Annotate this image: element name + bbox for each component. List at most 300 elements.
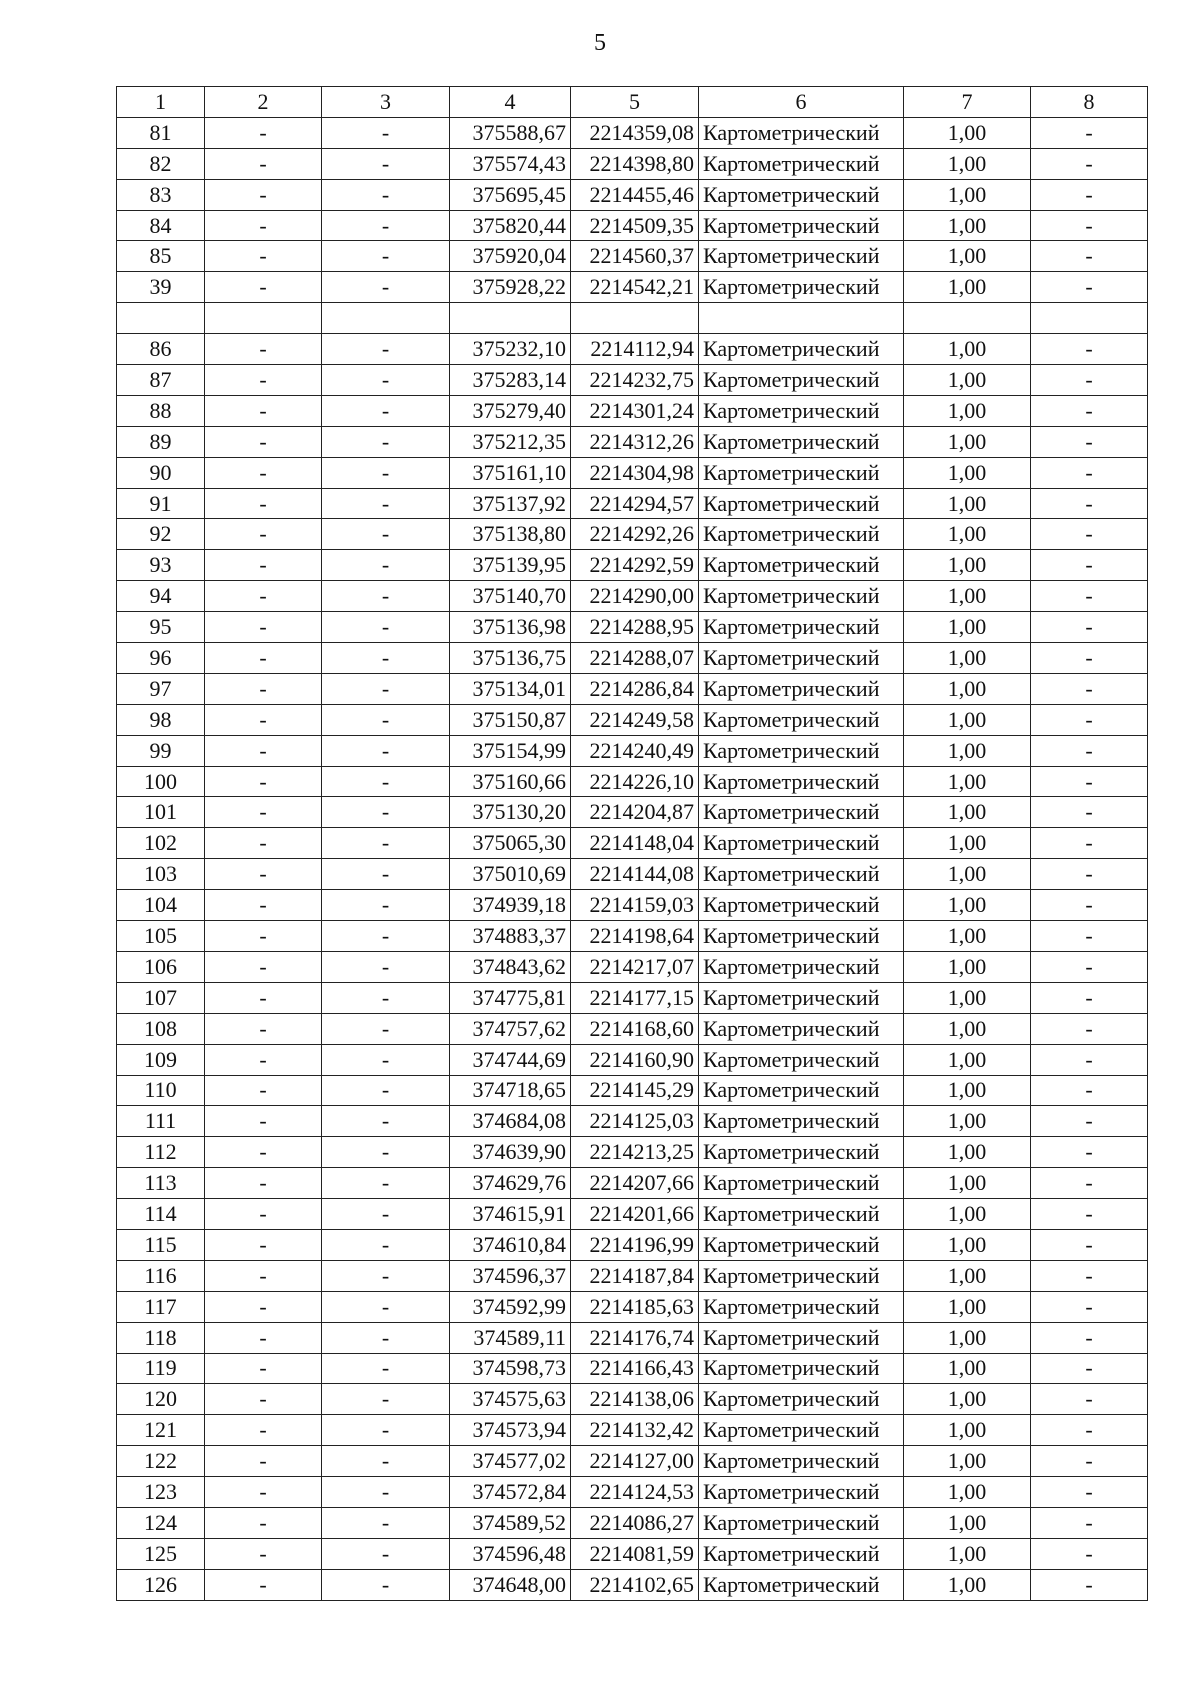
cell-col3: - [322, 488, 450, 519]
cell-col2: - [205, 951, 322, 982]
cell-col3: - [322, 1538, 450, 1569]
cell-col8: - [1031, 581, 1148, 612]
point-number: 99 [117, 735, 205, 766]
cell-col3: - [322, 1168, 450, 1199]
x-coordinate: 375161,10 [450, 457, 571, 488]
cell-col3: - [322, 1106, 450, 1137]
table-row [117, 1229, 1148, 1260]
accuracy: 1,00 [904, 1075, 1031, 1106]
point-number: 39 [117, 272, 205, 303]
x-coordinate: 375574,43 [450, 148, 571, 179]
table-row [117, 612, 1148, 643]
accuracy: 1,00 [904, 395, 1031, 426]
accuracy: 1,00 [904, 1446, 1031, 1477]
point-number: 118 [117, 1322, 205, 1353]
y-coordinate: 2214249,58 [571, 704, 699, 735]
cell-col3: - [322, 1199, 450, 1230]
cell-col2: - [205, 272, 322, 303]
accuracy: 1,00 [904, 1477, 1031, 1508]
x-coordinate: 374744,69 [450, 1044, 571, 1075]
cell-col3: - [322, 1137, 450, 1168]
x-coordinate: 375130,20 [450, 797, 571, 828]
table-row [117, 1538, 1148, 1569]
cell-col8: - [1031, 673, 1148, 704]
y-coordinate: 2214138,06 [571, 1384, 699, 1415]
y-coordinate: 2214286,84 [571, 673, 699, 704]
point-number: 117 [117, 1291, 205, 1322]
x-coordinate: 374718,65 [450, 1075, 571, 1106]
method: Картометрический [699, 1446, 904, 1477]
accuracy: 1,00 [904, 735, 1031, 766]
cell-col8: - [1031, 426, 1148, 457]
method: Картометрический [699, 241, 904, 272]
table-row [117, 117, 1148, 148]
table-row [117, 982, 1148, 1013]
point-number: 101 [117, 797, 205, 828]
table-row [117, 241, 1148, 272]
x-coordinate: 374629,76 [450, 1168, 571, 1199]
cell-col8: - [1031, 488, 1148, 519]
y-coordinate: 2214292,59 [571, 550, 699, 581]
cell-col8: - [1031, 766, 1148, 797]
cell-col2: - [205, 1507, 322, 1538]
table-row [117, 1569, 1148, 1600]
table-row [117, 673, 1148, 704]
cell-col3: - [322, 365, 450, 396]
method: Картометрический [699, 735, 904, 766]
cell-col3: - [322, 1415, 450, 1446]
accuracy: 1,00 [904, 673, 1031, 704]
cell-col2: - [205, 519, 322, 550]
accuracy: 1,00 [904, 890, 1031, 921]
point-number: 119 [117, 1353, 205, 1384]
column-header: 1 [117, 87, 205, 118]
cell-col3: - [322, 643, 450, 674]
cell-col2: - [205, 581, 322, 612]
cell-col2: - [205, 704, 322, 735]
cell-col8: - [1031, 1013, 1148, 1044]
accuracy: 1,00 [904, 612, 1031, 643]
point-number: 108 [117, 1013, 205, 1044]
accuracy: 1,00 [904, 704, 1031, 735]
y-coordinate: 2214240,49 [571, 735, 699, 766]
accuracy: 1,00 [904, 1538, 1031, 1569]
method: Картометрический [699, 179, 904, 210]
y-coordinate: 2214086,27 [571, 1507, 699, 1538]
table-row [117, 1199, 1148, 1230]
cell-col3: - [322, 735, 450, 766]
y-coordinate: 2214145,29 [571, 1075, 699, 1106]
table-row [117, 1106, 1148, 1137]
point-number: 122 [117, 1446, 205, 1477]
accuracy: 1,00 [904, 828, 1031, 859]
point-number: 104 [117, 890, 205, 921]
table-row [117, 643, 1148, 674]
cell-col2: - [205, 890, 322, 921]
point-number: 103 [117, 859, 205, 890]
table-row [117, 303, 1148, 334]
y-coordinate: 2214288,07 [571, 643, 699, 674]
cell-col8: - [1031, 1384, 1148, 1415]
y-coordinate: 2214290,00 [571, 581, 699, 612]
method [699, 303, 904, 334]
x-coordinate: 374598,73 [450, 1353, 571, 1384]
column-header: 2 [205, 87, 322, 118]
accuracy: 1,00 [904, 1415, 1031, 1446]
cell-col8: - [1031, 241, 1148, 272]
x-coordinate: 375928,22 [450, 272, 571, 303]
cell-col8: - [1031, 210, 1148, 241]
column-header: 5 [571, 87, 699, 118]
cell-col2: - [205, 426, 322, 457]
table-row [117, 210, 1148, 241]
cell-col3: - [322, 1477, 450, 1508]
cell-col8 [1031, 303, 1148, 334]
y-coordinate: 2214398,80 [571, 148, 699, 179]
accuracy: 1,00 [904, 1229, 1031, 1260]
cell-col2: - [205, 1353, 322, 1384]
y-coordinate: 2214196,99 [571, 1229, 699, 1260]
accuracy: 1,00 [904, 1044, 1031, 1075]
cell-col2: - [205, 735, 322, 766]
method: Картометрический [699, 1044, 904, 1075]
table-row [117, 735, 1148, 766]
method: Картометрический [699, 365, 904, 396]
y-coordinate: 2214112,94 [571, 334, 699, 365]
accuracy: 1,00 [904, 365, 1031, 396]
x-coordinate: 374592,99 [450, 1291, 571, 1322]
x-coordinate: 374843,62 [450, 951, 571, 982]
method: Картометрический [699, 395, 904, 426]
cell-col2: - [205, 859, 322, 890]
x-coordinate: 375137,92 [450, 488, 571, 519]
accuracy: 1,00 [904, 426, 1031, 457]
cell-col8: - [1031, 1075, 1148, 1106]
cell-col3: - [322, 1044, 450, 1075]
cell-col8: - [1031, 1106, 1148, 1137]
table-row [117, 426, 1148, 457]
cell-col2: - [205, 395, 322, 426]
method: Картометрический [699, 148, 904, 179]
method: Картометрический [699, 1415, 904, 1446]
method: Картометрический [699, 890, 904, 921]
table-row [117, 1477, 1148, 1508]
method: Картометрический [699, 1106, 904, 1137]
method: Картометрический [699, 859, 904, 890]
accuracy: 1,00 [904, 179, 1031, 210]
cell-col8: - [1031, 951, 1148, 982]
point-number: 125 [117, 1538, 205, 1569]
y-coordinate: 2214455,46 [571, 179, 699, 210]
accuracy: 1,00 [904, 859, 1031, 890]
x-coordinate: 375154,99 [450, 735, 571, 766]
x-coordinate: 374610,84 [450, 1229, 571, 1260]
cell-col3: - [322, 210, 450, 241]
cell-col8: - [1031, 1322, 1148, 1353]
cell-col3: - [322, 890, 450, 921]
x-coordinate: 374883,37 [450, 921, 571, 952]
cell-col2: - [205, 612, 322, 643]
cell-col2 [205, 303, 322, 334]
cell-col2: - [205, 673, 322, 704]
method: Картометрический [699, 581, 904, 612]
method: Картометрический [699, 1291, 904, 1322]
y-coordinate: 2214159,03 [571, 890, 699, 921]
table-row [117, 828, 1148, 859]
cell-col2: - [205, 1538, 322, 1569]
y-coordinate: 2214160,90 [571, 1044, 699, 1075]
y-coordinate: 2214312,26 [571, 426, 699, 457]
cell-col8: - [1031, 1446, 1148, 1477]
y-coordinate: 2214304,98 [571, 457, 699, 488]
accuracy: 1,00 [904, 921, 1031, 952]
point-number: 87 [117, 365, 205, 396]
cell-col3: - [322, 581, 450, 612]
y-coordinate: 2214560,37 [571, 241, 699, 272]
y-coordinate: 2214359,08 [571, 117, 699, 148]
cell-col2: - [205, 365, 322, 396]
accuracy: 1,00 [904, 1384, 1031, 1415]
table-row [117, 890, 1148, 921]
cell-col3: - [322, 179, 450, 210]
accuracy: 1,00 [904, 982, 1031, 1013]
cell-col3: - [322, 921, 450, 952]
cell-col8: - [1031, 334, 1148, 365]
accuracy: 1,00 [904, 241, 1031, 272]
method: Картометрический [699, 982, 904, 1013]
table-row [117, 519, 1148, 550]
accuracy: 1,00 [904, 1507, 1031, 1538]
x-coordinate: 375212,35 [450, 426, 571, 457]
cell-col2: - [205, 1044, 322, 1075]
method: Картометрический [699, 117, 904, 148]
table-row [117, 1384, 1148, 1415]
y-coordinate: 2214201,66 [571, 1199, 699, 1230]
cell-col8: - [1031, 890, 1148, 921]
cell-col2: - [205, 1322, 322, 1353]
accuracy: 1,00 [904, 488, 1031, 519]
x-coordinate: 375820,44 [450, 210, 571, 241]
point-number: 124 [117, 1507, 205, 1538]
cell-col3: - [322, 982, 450, 1013]
cell-col3: - [322, 117, 450, 148]
cell-col3: - [322, 1260, 450, 1291]
cell-col2: - [205, 1075, 322, 1106]
accuracy: 1,00 [904, 1013, 1031, 1044]
cell-col3: - [322, 1013, 450, 1044]
y-coordinate: 2214288,95 [571, 612, 699, 643]
table-row [117, 550, 1148, 581]
point-number: 89 [117, 426, 205, 457]
cell-col2: - [205, 921, 322, 952]
table-row [117, 1137, 1148, 1168]
y-coordinate: 2214176,74 [571, 1322, 699, 1353]
cell-col8: - [1031, 395, 1148, 426]
point-number: 83 [117, 179, 205, 210]
accuracy: 1,00 [904, 643, 1031, 674]
point-number: 109 [117, 1044, 205, 1075]
cell-col3: - [322, 1229, 450, 1260]
method: Картометрический [699, 1137, 904, 1168]
x-coordinate: 375136,75 [450, 643, 571, 674]
cell-col3: - [322, 457, 450, 488]
cell-col8: - [1031, 1260, 1148, 1291]
table-row [117, 1075, 1148, 1106]
cell-col8: - [1031, 982, 1148, 1013]
cell-col2: - [205, 643, 322, 674]
cell-col8: - [1031, 828, 1148, 859]
y-coordinate: 2214177,15 [571, 982, 699, 1013]
cell-col3: - [322, 859, 450, 890]
table-body [117, 117, 1148, 1600]
cell-col8: - [1031, 457, 1148, 488]
cell-col3: - [322, 395, 450, 426]
cell-col8: - [1031, 1168, 1148, 1199]
point-number: 120 [117, 1384, 205, 1415]
x-coordinate: 375065,30 [450, 828, 571, 859]
method: Картометрический [699, 612, 904, 643]
cell-col3 [322, 303, 450, 334]
point-number: 88 [117, 395, 205, 426]
cell-col3: - [322, 951, 450, 982]
cell-col8: - [1031, 1569, 1148, 1600]
y-coordinate: 2214125,03 [571, 1106, 699, 1137]
accuracy: 1,00 [904, 797, 1031, 828]
cell-col3: - [322, 1446, 450, 1477]
cell-col2: - [205, 488, 322, 519]
table-row [117, 365, 1148, 396]
x-coordinate: 375010,69 [450, 859, 571, 890]
cell-col3: - [322, 1291, 450, 1322]
table-row [117, 1044, 1148, 1075]
cell-col8: - [1031, 921, 1148, 952]
cell-col3: - [322, 1322, 450, 1353]
accuracy [904, 303, 1031, 334]
y-coordinate: 2214102,65 [571, 1569, 699, 1600]
cell-col8: - [1031, 1199, 1148, 1230]
cell-col8: - [1031, 272, 1148, 303]
point-number: 112 [117, 1137, 205, 1168]
cell-col3: - [322, 426, 450, 457]
cell-col3: - [322, 334, 450, 365]
accuracy: 1,00 [904, 1106, 1031, 1137]
point-number: 102 [117, 828, 205, 859]
method: Картометрический [699, 1013, 904, 1044]
cell-col8: - [1031, 1044, 1148, 1075]
x-coordinate: 375232,10 [450, 334, 571, 365]
y-coordinate [571, 303, 699, 334]
table-row [117, 766, 1148, 797]
point-number: 100 [117, 766, 205, 797]
table-row [117, 1507, 1148, 1538]
point-number: 95 [117, 612, 205, 643]
table-header-row [117, 87, 1148, 118]
cell-col3: - [322, 272, 450, 303]
method: Картометрический [699, 797, 904, 828]
y-coordinate: 2214132,42 [571, 1415, 699, 1446]
y-coordinate: 2214081,59 [571, 1538, 699, 1569]
cell-col3: - [322, 550, 450, 581]
accuracy: 1,00 [904, 766, 1031, 797]
table-row [117, 457, 1148, 488]
cell-col3: - [322, 612, 450, 643]
cell-col2: - [205, 766, 322, 797]
cell-col8: - [1031, 1507, 1148, 1538]
x-coordinate: 375150,87 [450, 704, 571, 735]
method: Картометрический [699, 457, 904, 488]
cell-col2: - [205, 1106, 322, 1137]
method: Картометрический [699, 1353, 904, 1384]
y-coordinate: 2214185,63 [571, 1291, 699, 1322]
cell-col8: - [1031, 643, 1148, 674]
column-header: 8 [1031, 87, 1148, 118]
table-row [117, 334, 1148, 365]
accuracy: 1,00 [904, 334, 1031, 365]
method: Картометрический [699, 1477, 904, 1508]
y-coordinate: 2214294,57 [571, 488, 699, 519]
point-number: 96 [117, 643, 205, 674]
method: Картометрический [699, 828, 904, 859]
method: Картометрический [699, 1168, 904, 1199]
method: Картометрический [699, 1384, 904, 1415]
x-coordinate: 375695,45 [450, 179, 571, 210]
x-coordinate: 374577,02 [450, 1446, 571, 1477]
x-coordinate: 375138,80 [450, 519, 571, 550]
cell-col8: - [1031, 1415, 1148, 1446]
point-number: 85 [117, 241, 205, 272]
cell-col8: - [1031, 1291, 1148, 1322]
cell-col2: - [205, 148, 322, 179]
point-number: 115 [117, 1229, 205, 1260]
x-coordinate: 374596,48 [450, 1538, 571, 1569]
point-number: 116 [117, 1260, 205, 1291]
accuracy: 1,00 [904, 1353, 1031, 1384]
x-coordinate: 374572,84 [450, 1477, 571, 1508]
y-coordinate: 2214232,75 [571, 365, 699, 396]
cell-col8: - [1031, 797, 1148, 828]
cell-col8: - [1031, 365, 1148, 396]
coordinates-table [116, 86, 1148, 1601]
x-coordinate: 374648,00 [450, 1569, 571, 1600]
accuracy: 1,00 [904, 951, 1031, 982]
y-coordinate: 2214509,35 [571, 210, 699, 241]
accuracy: 1,00 [904, 550, 1031, 581]
cell-col8: - [1031, 1137, 1148, 1168]
table-row [117, 179, 1148, 210]
method: Картометрический [699, 1229, 904, 1260]
x-coordinate: 374575,63 [450, 1384, 571, 1415]
cell-col2: - [205, 1260, 322, 1291]
point-number: 97 [117, 673, 205, 704]
table-row [117, 921, 1148, 952]
method: Картометрический [699, 1260, 904, 1291]
point-number: 114 [117, 1199, 205, 1230]
cell-col8: - [1031, 1353, 1148, 1384]
method: Картометрический [699, 1199, 904, 1230]
method: Картометрический [699, 519, 904, 550]
x-coordinate: 374684,08 [450, 1106, 571, 1137]
x-coordinate: 374589,52 [450, 1507, 571, 1538]
point-number: 105 [117, 921, 205, 952]
y-coordinate: 2214148,04 [571, 828, 699, 859]
point-number: 82 [117, 148, 205, 179]
method: Картометрический [699, 1538, 904, 1569]
cell-col3: - [322, 148, 450, 179]
table-row [117, 859, 1148, 890]
cell-col8: - [1031, 612, 1148, 643]
cell-col2: - [205, 1569, 322, 1600]
accuracy: 1,00 [904, 1569, 1031, 1600]
